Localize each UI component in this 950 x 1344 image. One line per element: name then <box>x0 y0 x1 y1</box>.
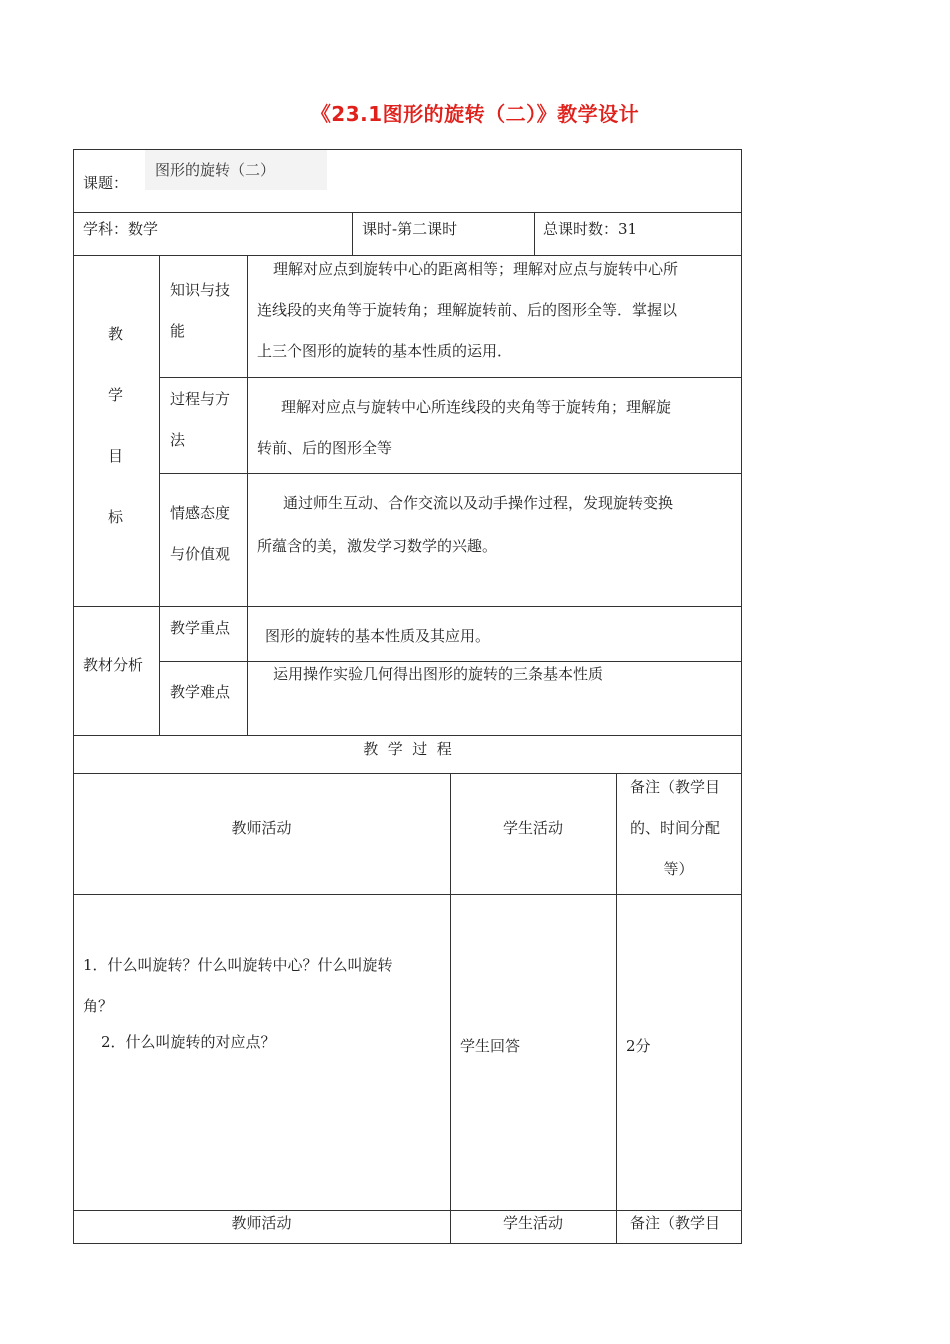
period-cell: 课时-第二课时 <box>362 220 458 238</box>
student-activity-header: 学生活动 <box>502 819 563 837</box>
teacher-activity-header: 教师活动 <box>231 819 292 837</box>
document-title: 《23.1图形的旋转（二）》教学设计 <box>310 102 640 126</box>
note-content: 2分 <box>626 1037 651 1055</box>
topic-image-text: 图形的旋转（二） <box>155 161 276 179</box>
key-point-text: 图形的旋转的基本性质及其应用。 <box>265 627 491 645</box>
difficulty-text: 运用操作实验几何得出图形的旋转的三条基本性质 <box>273 665 604 683</box>
teacher-activity-header-repeat: 教师活动 <box>231 1214 292 1232</box>
difficulty-label: 教学难点 <box>170 683 231 701</box>
student-activity-header-repeat: 学生活动 <box>502 1214 563 1232</box>
materials-label: 教材分析 <box>83 656 144 674</box>
note-header-repeat: 备注（教学目 <box>630 1214 721 1232</box>
process-heading: 教 学 过 程 <box>363 740 452 758</box>
subject-cell: 学科：数学 <box>83 220 159 238</box>
key-point-label: 教学重点 <box>170 619 231 637</box>
topic-label: 课题： <box>83 174 129 192</box>
total-periods-cell: 总课时数：31 <box>543 220 638 238</box>
topic-image <box>145 150 327 190</box>
student-activity-content: 学生回答 <box>460 1037 521 1055</box>
